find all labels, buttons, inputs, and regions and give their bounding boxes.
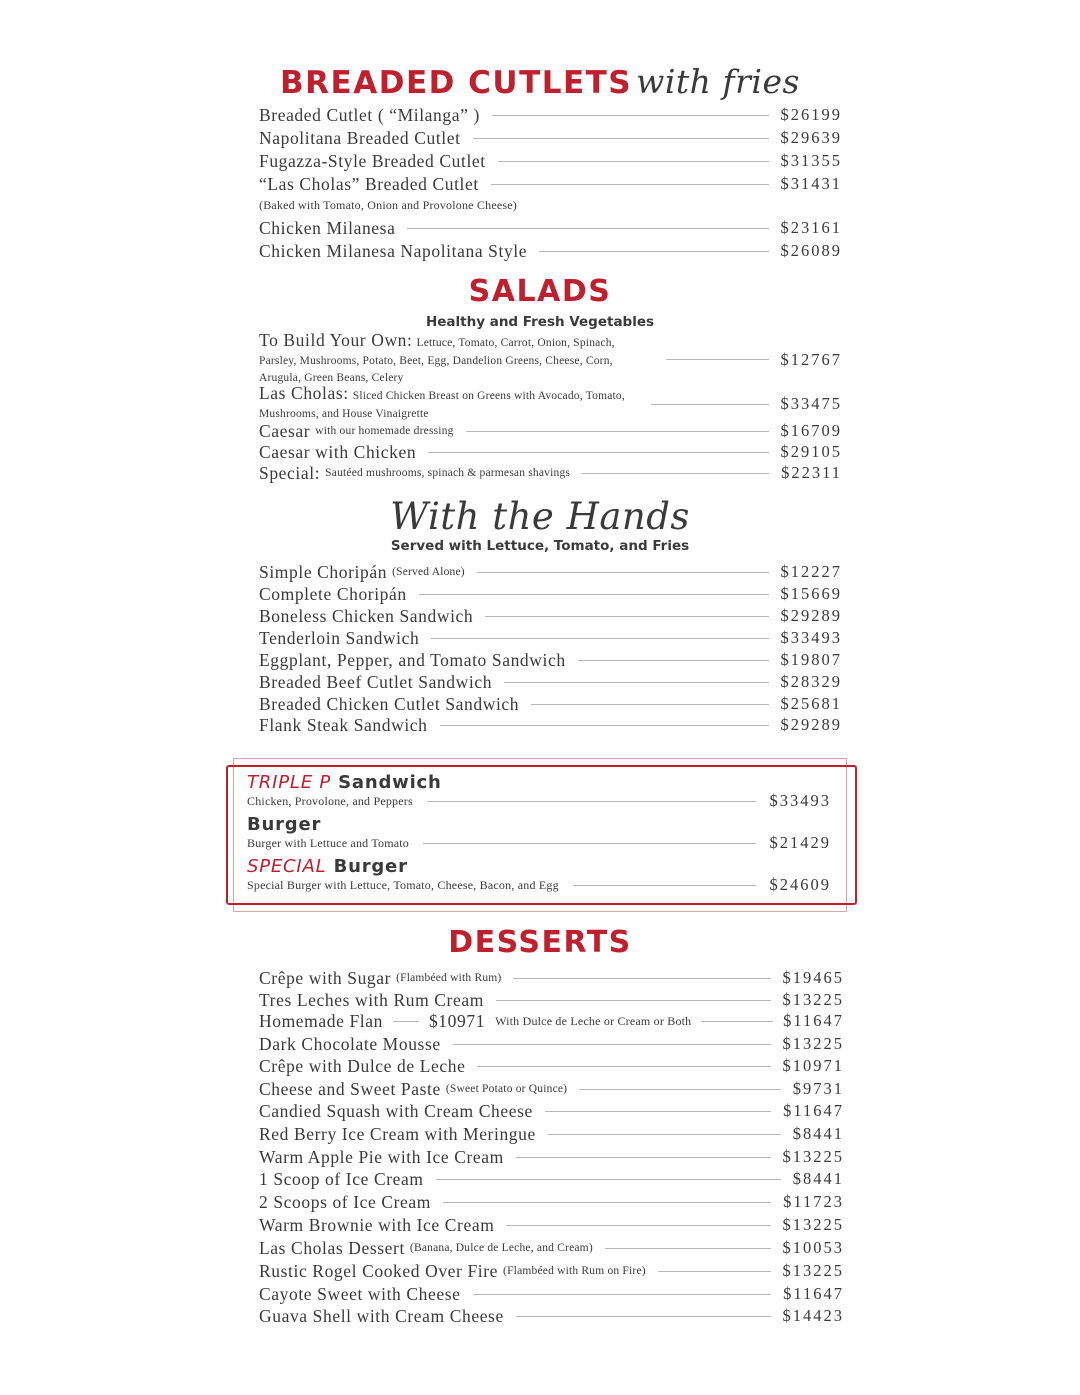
dotted-leader — [531, 704, 768, 705]
dotted-leader — [492, 115, 769, 116]
item-name: Chicken Milanesa — [259, 217, 396, 238]
item-price: $23161 — [780, 218, 842, 237]
item-name: Crêpe with Sugar — [259, 967, 392, 988]
menu-item — [259, 1055, 844, 1077]
item-name: Candied Squash with Cream Cheese — [259, 1100, 533, 1121]
item-name: Dark Chocolate Mousse — [259, 1033, 441, 1054]
item-price: $10971 — [782, 1056, 844, 1075]
item-name: Breaded Chicken Cutlet Sandwich — [259, 693, 520, 714]
item-price: $19465 — [782, 968, 844, 987]
item-note: (Sweet Potato or Quince) — [445, 1083, 568, 1095]
menu-item — [259, 441, 842, 463]
dotted-leader — [605, 1248, 771, 1249]
item-name: Simple Choripán — [259, 561, 388, 582]
featured-title — [247, 856, 408, 877]
item-price: $12767 — [780, 349, 842, 369]
dotted-leader — [545, 1111, 771, 1112]
item-name: 2 Scoops of Ice Cream — [259, 1191, 431, 1212]
menu-item — [259, 989, 844, 1011]
featured-item — [247, 792, 831, 810]
dotted-leader — [513, 978, 770, 979]
item-price: $26199 — [780, 105, 842, 124]
item-name: Breaded Beef Cutlet Sandwich — [259, 671, 493, 692]
item-price: $13225 — [782, 1147, 844, 1166]
dotted-leader — [419, 594, 769, 595]
featured-accent: TRIPLE P — [247, 772, 332, 793]
menu-item — [259, 1033, 844, 1055]
menu-item — [259, 649, 842, 671]
item-name: Warm Apple Pie with Ice Cream — [259, 1146, 504, 1167]
dotted-leader — [498, 161, 769, 162]
hands-title: With the Hands — [390, 495, 690, 538]
item-name: Las Cholas Dessert — [259, 1237, 405, 1258]
item-price: $11647 — [783, 1284, 844, 1303]
cutlets-title: BREADED CUTLETS — [280, 65, 633, 101]
dotted-leader — [666, 359, 769, 360]
item-note: (Banana, Dulce de Leche, and Cream) — [409, 1242, 593, 1254]
item-price: $26089 — [780, 241, 842, 260]
item-price: $33475 — [780, 394, 842, 413]
item-price: $8441 — [792, 1169, 844, 1188]
item-name: Fugazza-Style Breaded Cutlet — [259, 150, 486, 171]
dotted-leader — [473, 138, 769, 139]
item-price: $29639 — [780, 128, 842, 147]
menu-item — [259, 967, 844, 989]
dotted-leader — [491, 184, 769, 185]
featured-name: Sandwich — [338, 772, 442, 793]
menu-item — [259, 1260, 844, 1282]
dotted-leader — [477, 1066, 770, 1067]
item-note: (Flambéed with Rum) — [396, 972, 502, 984]
dotted-leader — [428, 452, 768, 453]
item-price: $9731 — [792, 1079, 844, 1098]
item-name: Crêpe with Dulce de Leche — [259, 1055, 466, 1076]
item-price: $11647 — [783, 1011, 844, 1030]
dotted-leader — [573, 885, 756, 886]
item-price: $16709 — [780, 421, 842, 440]
item-name: Las Cholas: — [259, 383, 349, 403]
menu-item — [259, 714, 842, 736]
menu-item — [259, 1123, 844, 1145]
item-note: (Served Alone) — [392, 566, 465, 578]
menu-item — [259, 150, 842, 172]
item-note: (Flambéed with Rum on Fire) — [503, 1265, 646, 1277]
featured-accent: SPECIAL — [247, 856, 327, 877]
item-price: $22311 — [781, 463, 842, 482]
item-price: $24609 — [769, 875, 831, 894]
menu-item — [259, 1283, 844, 1305]
salads-heading — [0, 274, 1080, 309]
item-name: Warm Brownie with Ice Cream — [259, 1214, 495, 1235]
item-name: Cayote Sweet with Cheese — [259, 1283, 461, 1304]
menu-item — [259, 173, 842, 195]
menu-item — [259, 1146, 844, 1168]
featured-item — [247, 834, 831, 852]
item-name: Caesar — [259, 420, 311, 441]
menu-item — [259, 1078, 844, 1100]
featured-item — [247, 876, 831, 894]
menu-item — [259, 420, 842, 442]
dotted-leader — [485, 616, 768, 617]
dotted-leader — [393, 1021, 419, 1022]
dotted-leader — [506, 1225, 770, 1226]
featured-title — [247, 814, 321, 835]
menu-item — [259, 330, 842, 387]
menu-item — [259, 217, 842, 239]
menu-item — [259, 1100, 844, 1122]
dotted-leader — [701, 1021, 773, 1022]
item-price: $29289 — [780, 715, 842, 734]
menu-item — [259, 605, 842, 627]
item-name: Homemade Flan — [259, 1010, 383, 1031]
dotted-leader — [651, 404, 769, 405]
featured-title — [247, 772, 442, 793]
salads-subtitle: Healthy and Fresh Vegetables — [425, 314, 655, 330]
menu-item — [259, 1191, 844, 1213]
item-name: Chicken Milanesa Napolitana Style — [259, 240, 528, 261]
menu-item-flan — [259, 1010, 844, 1032]
item-name: Boneless Chicken Sandwich — [259, 605, 474, 626]
menu-item — [259, 627, 842, 649]
item-price: $31431 — [780, 174, 842, 193]
item-name: Special: — [259, 462, 321, 483]
menu-item — [259, 104, 842, 126]
dotted-leader — [443, 1202, 771, 1203]
dotted-leader — [431, 638, 768, 639]
featured-name: Burger — [247, 814, 322, 835]
dotted-leader — [496, 1000, 771, 1001]
dotted-leader — [407, 228, 768, 229]
item-price: $12227 — [780, 562, 842, 581]
item-price: $13225 — [782, 1215, 844, 1234]
dotted-leader — [516, 1316, 771, 1317]
menu-item — [259, 1214, 844, 1236]
item-note: with our homemade dressing — [315, 425, 454, 437]
menu-item — [259, 127, 842, 149]
menu-item — [259, 561, 842, 583]
desserts-title: DESSERTS — [448, 925, 632, 960]
item-name: “Las Cholas” Breaded Cutlet — [259, 173, 479, 194]
item-note: Sliced Chicken Breast on Greens with Avocado, Tomato, Mushrooms, and House Vinaigrette — [259, 390, 625, 420]
cutlets-heading — [0, 62, 1080, 101]
dotted-leader — [423, 843, 755, 844]
item-price: $29105 — [780, 442, 842, 461]
item-price: $19807 — [780, 650, 842, 669]
menu-item — [259, 1305, 844, 1327]
item-price: $13225 — [782, 1034, 844, 1053]
menu-item — [259, 671, 842, 693]
item-name: Caesar with Chicken — [259, 441, 417, 462]
menu-item — [259, 693, 842, 715]
hands-subtitle: Served with Lettuce, Tomato, and Fries — [390, 538, 690, 554]
item-price: $31355 — [780, 151, 842, 170]
menu-item — [259, 240, 842, 262]
item-price: $11723 — [783, 1192, 844, 1211]
item-name: Complete Choripán — [259, 583, 407, 604]
desserts-heading — [0, 925, 1080, 960]
dotted-leader — [427, 801, 756, 802]
item-name: Tres Leches with Rum Cream — [259, 989, 484, 1010]
item-description: Special Burger with Lettuce, Tomato, Cheese, Bacon, and Egg — [247, 877, 559, 892]
dotted-leader — [477, 572, 769, 573]
item-description: Burger with Lettuce and Tomato — [247, 835, 410, 850]
item-price: $10971 — [428, 1010, 486, 1031]
item-price: $11647 — [783, 1101, 844, 1120]
item-price: $33493 — [769, 791, 831, 810]
item-price: $14423 — [782, 1306, 844, 1325]
item-note: With Dulce de Leche or Cream or Both — [495, 1013, 692, 1028]
item-price: $28329 — [780, 672, 842, 691]
menu-item — [259, 383, 842, 422]
item-name: 1 Scoop of Ice Cream — [259, 1168, 424, 1189]
dotted-leader — [578, 660, 769, 661]
dotted-leader — [579, 1089, 781, 1090]
item-price: $29289 — [780, 606, 842, 625]
item-price: $15669 — [780, 584, 842, 603]
item-price: $21429 — [769, 833, 831, 852]
dotted-leader — [582, 473, 769, 474]
menu-item — [259, 462, 842, 484]
item-name: Flank Steak Sandwich — [259, 714, 428, 735]
item-name: Eggplant, Pepper, and Tomato Sandwich — [259, 649, 566, 670]
item-price: $10053 — [782, 1238, 844, 1257]
dotted-leader — [440, 725, 769, 726]
item-price: $8441 — [792, 1124, 844, 1143]
item-price: $33493 — [780, 628, 842, 647]
item-note: Sautéed mushrooms, spinach & parmesan shavings — [325, 467, 571, 479]
menu-item — [259, 583, 842, 605]
dotted-leader — [466, 431, 769, 432]
item-price: $13225 — [782, 1261, 844, 1280]
item-name: Cheese and Sweet Paste — [259, 1078, 441, 1099]
item-name: Tenderloin Sandwich — [259, 627, 420, 648]
item-name: Red Berry Ice Cream with Meringue — [259, 1123, 536, 1144]
item-description: (Baked with Tomato, Onion and Provolone Cheese) — [259, 198, 517, 212]
menu-item — [259, 1237, 844, 1259]
cutlets-title-script: with fries — [636, 62, 800, 101]
dotted-leader — [548, 1134, 781, 1135]
item-note: Lettuce, Tomato, Carrot, Onion, Spinach, Parsley, Mushrooms, Potato, Beet, Egg, Dandelion Greens, Cheese, Corn, Arugula, Green Beans, Celery — [259, 337, 615, 384]
dotted-leader — [658, 1271, 771, 1272]
item-name: Guava Shell with Cream Cheese — [259, 1305, 504, 1326]
item-name: Rustic Rogel Cooked Over Fire — [259, 1260, 499, 1281]
salads-title: SALADS — [468, 274, 612, 309]
item-name: To Build Your Own: — [259, 330, 413, 350]
dotted-leader — [453, 1044, 771, 1045]
item-name: Breaded Cutlet ( “Milanga” ) — [259, 104, 480, 125]
dotted-leader — [436, 1179, 781, 1180]
dotted-leader — [539, 251, 768, 252]
item-price: $13225 — [782, 990, 844, 1009]
menu-item — [259, 1168, 844, 1190]
item-description: Chicken, Provolone, and Peppers — [247, 793, 413, 808]
hands-heading — [0, 495, 1080, 538]
dotted-leader — [473, 1294, 772, 1295]
featured-name: Burger — [333, 856, 408, 877]
dotted-leader — [516, 1157, 771, 1158]
item-name: Napolitana Breaded Cutlet — [259, 127, 461, 148]
item-price: $25681 — [780, 694, 842, 713]
dotted-leader — [504, 682, 768, 683]
